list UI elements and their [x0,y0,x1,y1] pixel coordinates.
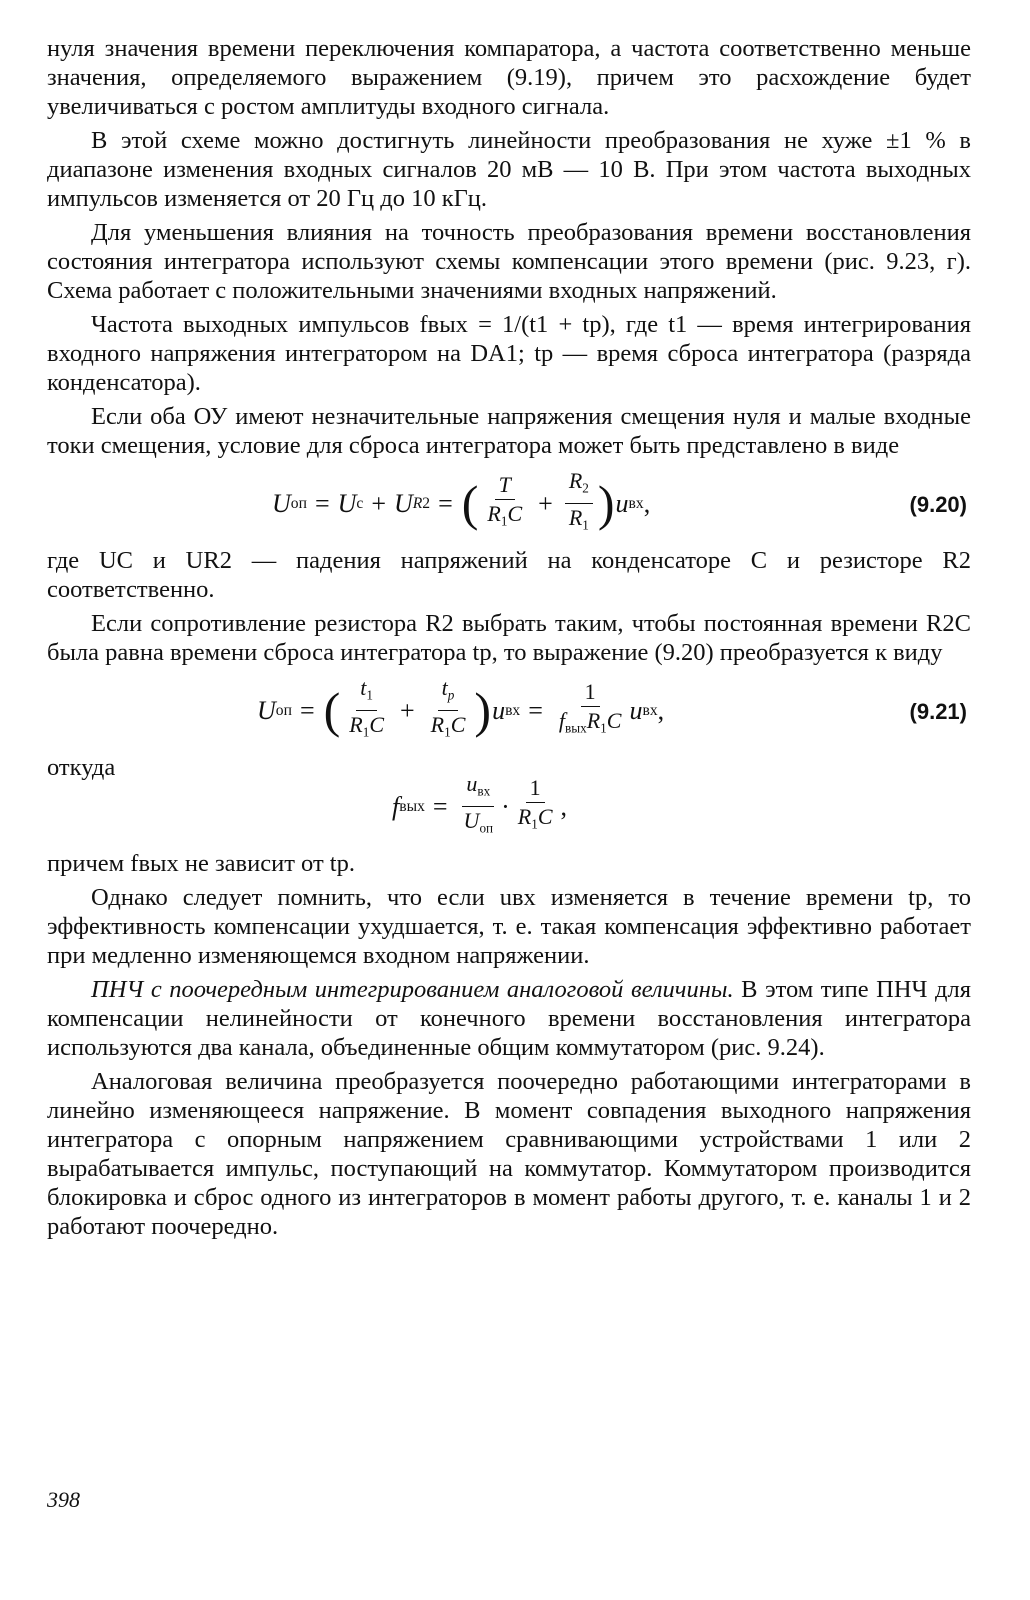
inline-formula: fвых = 1/(t1 + tр) [419,311,610,338]
paragraph-voltage-drops: где UC и UR2 — падения напряжений на конденсаторе C и резисторе R2 соответственно. [47,547,971,603]
paragraph-resistor-choice: Если сопротивление резистора R2 выбрать таким, чтобы постоянная времени R2C была равна времени сброса интегратора tр, то выражение (9.20) преобразуется к виду [47,610,971,666]
formula-9-20: U оп = U c + U R2 = ( $\frac{T}{R_1C}$ + $\frac{R_2}{R_1}$ ) u вх , (9.20) [272,467,967,533]
paragraph-linearity: В этой схеме можно достигнуть линейности преобразования не хуже ±1 % в диапазоне изменения входных сигналов 20 мВ — 10 В. При этом частота выходных импульсов изменяется от 20 Гц до 10 кГц. [47,127,971,212]
paragraph-compensation: Для уменьшения влияния на точность преобразования времени восстановления состояния интегратора используют схемы компенсации этого времени (рис. 9.23, г). Схема работает с положительными значениями входных напряжений. [47,219,971,304]
paragraph-caveat: Однако следует помнить, что если uвх изменяется в течение времени tр, то эффективность компенсации ухудшается, т. е. такая компенсация эффективно работает при медленно изменяющемся входном напряжении. [47,884,971,969]
paragraph-reset-condition: Если оба ОУ имеют незначительные напряжения смещения нуля и малые входные токи смещения, условие для сброса интегратора может быть представлено в виде [47,403,971,459]
paragraph-independence: причем fвых не зависит от tр. [47,850,355,877]
paragraph-integrators: Аналоговая величина преобразуется поочередно работающими интеграторами в линейно изменяющееся напряжение. В момент совпадения выходного напряжения интегратора с опорным напряжением сравнивающими устройствами 1 или 2 вырабатывается импульс, поступающий на коммутатор. Коммутатором производится блокировка и сброс одного из интеграторов в момент работы другого, т. е. каналы 1 и 2 работают поочередно. [47,1068,971,1240]
paragraph-whence: откуда [47,754,116,781]
formula-9-21: U оп = ( $\frac{t_1}{R_1C}$ + $\frac{t_p}{R_1C}$ ) u вх = $\frac{1}{f_{вых}R_1C}$ u вх , (9.21) [257,674,967,740]
page-text [47,34,971,1246]
page-number: 398 [47,1487,80,1512]
paragraph-alternating-integration: ПНЧ с поочередным интегрированием аналоговой величины. В этом типе ПНЧ для компенсации нелинейности от конечного времени восстановления интегратора используются два канала, объединенные общим коммутатором (рис. 9.24). [47,976,971,1061]
paragraph-continuation: нуля значения времени переключения компаратора, а частота соответственно меньше значения, определяемого выражением (9.19), причем это расхождение будет увеличиваться с ростом амплитуды входного сигнала. [47,35,971,120]
formula-number: (9.21) [909,699,967,724]
formula-number: (9.20) [909,492,967,517]
paragraph-output-frequency: Частота выходных импульсов fвых = 1/(t1 + tр), где t1 — время интегрирования входного напряжения интегратором на DA1; tр — время сброса интегратора (разряда конденсатора). [47,311,972,396]
formula-fout: f вых = $\frac{u_{вх}}{U_{оп}}$ · $\frac{1}{R_1C}$ , [392,770,567,836]
